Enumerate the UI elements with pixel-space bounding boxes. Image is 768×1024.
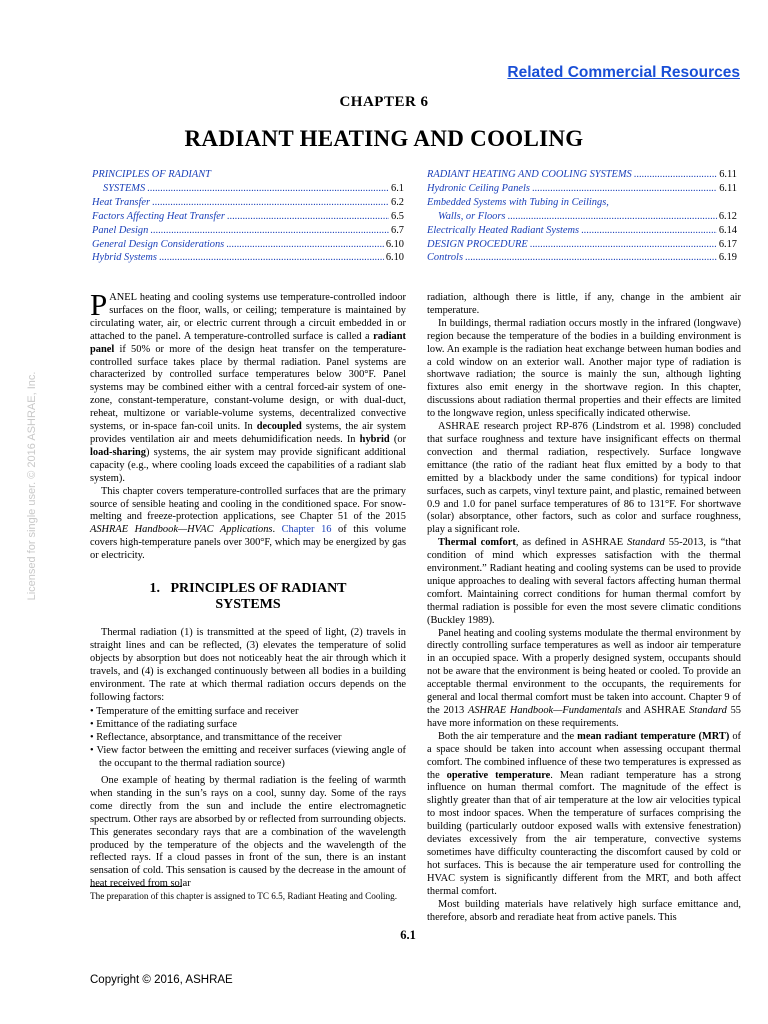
toc-page: 6.12 xyxy=(718,210,737,222)
related-commercial-resources-link[interactable]: Related Commercial Resources xyxy=(507,64,740,81)
toc-entry-title: Electrically Heated Radiant Systems xyxy=(427,224,580,236)
toc-entry-design-procedure[interactable] xyxy=(427,238,737,252)
paragraph: In buildings, thermal radiation occurs mostly in the infrared (longwave) region because the temperature of the bodies in a building environment is low. An example is the radiation heat exchange between human bodies and a cold window on an exterior wall. Another major type of radiation is shortwave radiation; the source is mainly the sun, although lighting fixtures also emit energy in the shortwave region. In this chapter, discussions about radiation thermal properties and their effects are limited to the longwave region, unless specifically indicated otherwise. xyxy=(427,317,741,420)
toc-entry-title: Embedded Systems with Tubing in Ceilings, xyxy=(427,196,609,208)
page-number: 6.1 xyxy=(400,928,416,942)
chapter-16-link[interactable]: Chapter 16 xyxy=(281,524,332,536)
toc-entry-embedded-cont[interactable] xyxy=(427,210,737,224)
toc-entry-title: General Design Considerations xyxy=(92,238,225,250)
toc-entry-heat-transfer[interactable] xyxy=(92,196,404,210)
toc-entry-hydronic[interactable] xyxy=(427,182,737,196)
toc-entry-title: Hydronic Ceiling Panels xyxy=(427,182,530,194)
toc-entry-title: PRINCIPLES OF RADIANT xyxy=(92,169,211,180)
toc-page: 6.11 xyxy=(719,169,737,180)
paragraph: Panel heating and cooling systems modulate the thermal environment by directly controlling surface temperatures as well as indoor air temperature in an occupied space. With a properly designed system, occupants should not be aware that the environment is being heated or cooled. To provide an acceptable thermal environment to the occupants, the requirements for general and local thermal comfort must be taken into account. Chapter 9 of the 2013 ASHRAE Handbook—Fundamentals and ASHRAE Standard 55 have more information on these requirements. xyxy=(427,627,741,729)
list-item: • View factor between the emitting and receiver surfaces (viewing angle of the occupant to the thermal radiation source) xyxy=(90,745,406,771)
paragraph: radiation, although there is little, if any, change in the ambient air temperature. xyxy=(427,292,741,316)
toc-page: 6.7 xyxy=(391,224,404,236)
toc-page: 6.10 xyxy=(385,238,404,250)
list-item: • Emittance of the radiating surface xyxy=(90,719,406,732)
toc-entry-factors[interactable] xyxy=(92,210,404,224)
sun-example-paragraph: One example of heating by thermal radiation is the feeling of warmth when standing in the sun’s rays on a cool, sunny day. Some of the rays come directly from the sun and include the entire electromagnetic spectrum. Other rays are absorbed by or reflected from surrounding objects. This generates secondary rays that are a combination of the wavelength produced by the temperature of the objects and the wavelength of the reflected rays. If a cloud passes in front of the sun, there is an instant sensation of cold. This sensation is caused by the decrease in the amount of heat received from solar xyxy=(90,775,406,890)
toc-page: 6.17 xyxy=(718,238,737,250)
toc-entry-principles-cont[interactable] xyxy=(92,182,404,196)
toc-entry-electric[interactable] xyxy=(427,224,737,238)
toc-entry-title: Hybrid Systems xyxy=(92,252,157,264)
scope-paragraph: This chapter covers temperature-controlled surfaces that are the primary source of sensible heating and cooling in the conditioned space. For snow-melting and freeze-protection applications, see Chapter 51 of the 2015 ASHRAE Handbook—HVAC Applications. Chapter 16 of this volume covers high-temperature panels over 300°F, which may be energized by gas or electricity. xyxy=(90,485,406,562)
toc-entry-embedded[interactable] xyxy=(427,196,737,210)
toc-entry-title: SYSTEMS xyxy=(103,182,146,194)
toc-page: 6.11 xyxy=(719,182,737,194)
toc-entry-title: Panel Design xyxy=(92,224,149,236)
thermal-radiation-paragraph: Thermal radiation (1) is transmitted at the speed of light, (2) travels in straight lines and can be reflected, (3) elevates the temperature of solid objects by absorption but does not noticeably heat the air through which it travels, and (4) is exchanged continuously between all bodies in a building environment. The rate at which thermal radiation occurs depends on the following factors: xyxy=(90,627,406,703)
toc-entry-principles[interactable] xyxy=(92,168,404,182)
drop-cap: P xyxy=(90,287,108,322)
toc-entry-general-design[interactable] xyxy=(92,238,404,252)
paragraph: Most building materials have relatively high surface emittance and, therefore, absorb and reradiate heat from active panels. This xyxy=(427,898,741,923)
factors-list xyxy=(90,706,406,771)
toc-right xyxy=(427,168,737,265)
toc-left xyxy=(92,168,404,265)
toc-entry-title: Walls, or Floors xyxy=(438,210,506,222)
left-column xyxy=(90,287,406,891)
thermal-comfort-paragraph: Thermal comfort, as defined in ASHRAE Standard 55-2013, is “that condition of mind which expresses satisfaction with the thermal environment.” Radiant heating and cooling systems can be used to provide unique approaches to dealing with several factors affecting human thermal comfort. Maintaining correct conditions for human thermal comfort by thermal radiation is possible for even the most severe climatic conditions (Buckley 1989). xyxy=(427,537,741,626)
toc-page: 6.5 xyxy=(391,210,404,222)
toc-entry-controls[interactable] xyxy=(427,251,737,265)
toc-entry-title: Factors Affecting Heat Transfer xyxy=(92,210,225,222)
toc-entry-title: Heat Transfer xyxy=(92,196,151,208)
mrt-paragraph: Both the air temperature and the mean radiant temperature (MRT) of a space should be taken into account when assessing occupant thermal comfort. The combined influence of these two temperatures is expressed as the operative temperature. Mean radiant temperature has a strong influence on human thermal comfort. The magnitude of the effect is slightly greater than that of air temperature at the low air velocities typical to most indoor spaces. When the temperature of surfaces comprising the building (particularly outdoor exposed walls with extensive fenestration) deviates excessively from the air temperature, convective systems sometimes have difficulty counteracting the discomfort caused by cold or hot surfaces. This is because the air temperature used for controlling the HVAC system is significantly different from the MRT, and both affect thermal comfort. xyxy=(427,730,741,897)
toc-entry-title: RADIANT HEATING AND COOLING SYSTEMS xyxy=(427,169,632,180)
toc-page: 6.19 xyxy=(718,252,737,264)
toc-entry-title: DESIGN PROCEDURE xyxy=(427,238,528,250)
toc-page: 6.2 xyxy=(391,196,404,208)
intro-paragraph: PANEL heating and cooling systems use temperature-controlled indoor surfaces on the floor, walls, or ceiling; temperature is maintained by circulating water, air, or electric current through a circuit embedded in or attached to the panel. A temperature-controlled surface is called a radiant panel if 50% or more of the design heat transfer on the temperature-controlled surface takes place by thermal radiation. Panel systems are characterized by controlled surface temperatures below 300°F. Panel systems may be combined either with a central forced-air system of one-zone, constant-temperature, constant-volume design, or with dual-duct, reheat, multizone or variable-volume systems, decentralized convective systems, or in-space fan-coil units. In decoupled systems, the air system provides ventilation air and meets dehumidification needs. In hybrid (or load-sharing) systems, the air system may provide significant additional capacity (e.g., where cooling loads exceed the capabilities of a radiant slab system). xyxy=(90,287,406,484)
toc-entry-hybrid[interactable] xyxy=(92,251,404,265)
copyright-notice: Copyright © 2016, ASHRAE xyxy=(90,974,233,986)
license-watermark: Licensed for single user. © 2016 ASHRAE, Inc. xyxy=(26,371,38,601)
toc-page: 6.1 xyxy=(391,182,404,194)
toc-page: 6.10 xyxy=(385,252,404,264)
toc-entry-panel-design[interactable] xyxy=(92,224,404,238)
right-column xyxy=(427,292,741,924)
toc-entry-systems[interactable] xyxy=(427,168,737,182)
list-item: • Reflectance, absorptance, and transmittance of the receiver xyxy=(90,732,406,745)
footnote: The preparation of this chapter is assigned to TC 6.5, Radiant Heating and Cooling. xyxy=(90,891,398,901)
footnote-rule xyxy=(90,886,182,887)
chapter-title: RADIANT HEATING AND COOLING xyxy=(184,126,584,151)
list-item: • Temperature of the emitting surface and receiver xyxy=(90,706,406,719)
chapter-label: CHAPTER 6 xyxy=(339,94,429,110)
toc-entry-title: Controls xyxy=(427,252,463,264)
section-heading-principles: 1. PRINCIPLES OF RADIANT SYSTEMS xyxy=(149,581,347,613)
toc-page: 6.14 xyxy=(718,224,737,236)
paragraph: ASHRAE research project RP-876 (Lindstrom et al. 1998) concluded that surface roughness and texture have insignificant effects on thermal convection and thermal radiation, respectively. Surface longwave emittance (the ratio of the radiant heat flux emitted by a body to that emitted by a blackbody under the same conditions) for typical indoor surfaces, such as carpets, vinyl texture paint, and plastic, remained between 0.9 and 1.0 for panel surface temperatures of 86 to 131°F. For shortwave (solar) absorptance, other factors, such as color and surface roughness, play a significant role. xyxy=(427,421,741,536)
